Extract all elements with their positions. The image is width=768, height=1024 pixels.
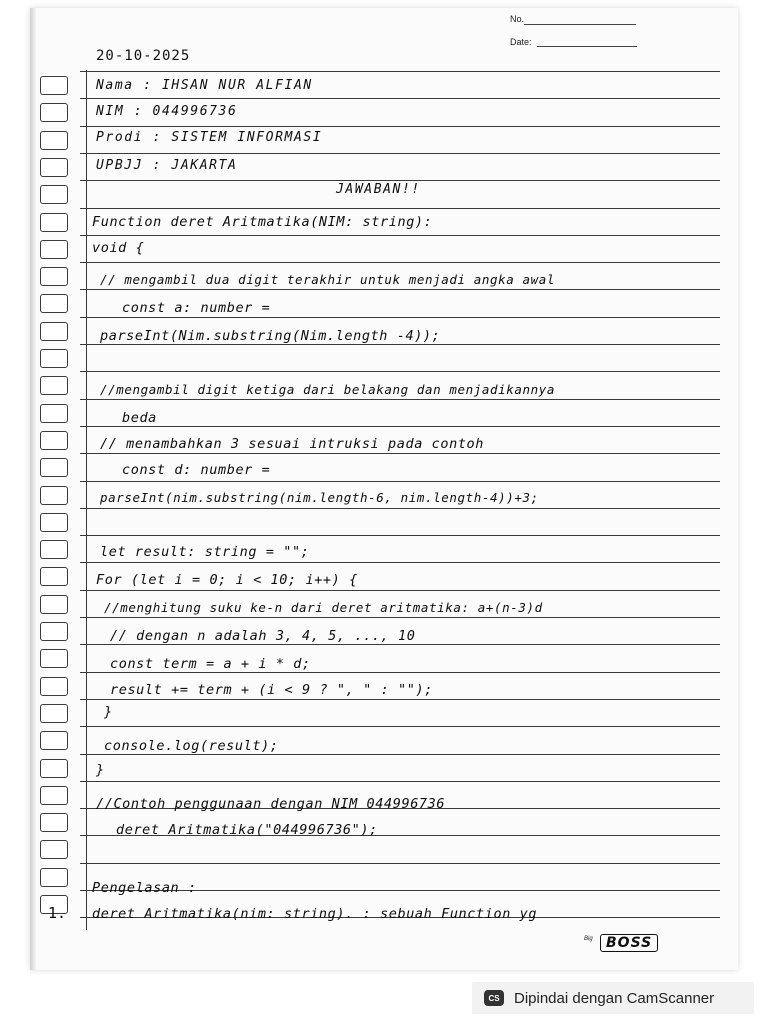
no-line xyxy=(524,24,636,25)
code-comment: //mengambil digit ketiga dari belakang dan menjadikannya xyxy=(100,382,556,397)
ruled-line xyxy=(80,235,720,236)
ruled-line xyxy=(80,371,720,372)
margin-checkbox xyxy=(40,677,68,696)
code-line: let result: string = ""; xyxy=(100,544,310,560)
explanation-heading: Pengelasan : xyxy=(92,880,197,896)
code-line: console.log(result); xyxy=(104,738,279,754)
ruled-line xyxy=(80,317,720,318)
margin-checkbox xyxy=(40,868,68,887)
ruled-line xyxy=(80,672,720,673)
margin-checkbox xyxy=(40,704,68,723)
margin-checkbox xyxy=(40,376,68,395)
margin-checkbox xyxy=(40,404,68,423)
code-line: const a: number = xyxy=(122,300,271,316)
code-comment: //Contoh penggunaan dengan NIM 044996736 xyxy=(96,796,446,812)
handwritten-date: 20-10-2025 xyxy=(96,48,191,64)
ruled-line xyxy=(80,153,720,154)
explanation-item: deret Aritmatika(nim: string). : sebuah Function yg xyxy=(92,906,538,922)
ruled-line xyxy=(80,590,720,591)
answer-heading: JAWABAN!! xyxy=(336,182,421,197)
ruled-line xyxy=(80,71,720,72)
ruled-line xyxy=(80,508,720,509)
code-line: result += term + (i < 9 ? ", " : ""); xyxy=(110,682,433,698)
ruled-line xyxy=(80,289,720,290)
ruled-line xyxy=(80,426,720,427)
code-line: parseInt(Nim.substring(Nim.length -4)); xyxy=(100,328,441,344)
margin-checkbox xyxy=(40,786,68,805)
watermark-text: Dipindai dengan CamScanner xyxy=(514,989,715,1007)
margin-checkbox xyxy=(40,103,68,122)
code-comment: //menghitung suku ke-n dari deret aritmatika: a+(n-3)d xyxy=(104,600,543,615)
nama-text: Nama : IHSAN NUR ALFIAN xyxy=(96,78,313,93)
margin-checkbox xyxy=(40,759,68,778)
ruled-line xyxy=(80,180,720,181)
code-line: parseInt(nim.substring(nim.length-6, nim.length-4))+3; xyxy=(100,490,539,505)
code-line: } xyxy=(96,762,105,778)
list-number: 1. xyxy=(48,904,67,922)
scanner-watermark xyxy=(472,982,754,1014)
margin-checkbox xyxy=(40,185,68,204)
margin-checkbox xyxy=(40,622,68,641)
ruled-line xyxy=(80,262,720,263)
date-line xyxy=(537,46,637,47)
ruled-line xyxy=(80,453,720,454)
identity-nama xyxy=(96,78,313,93)
ruled-line xyxy=(80,644,720,645)
ruled-line xyxy=(80,344,720,345)
margin-checkbox xyxy=(40,240,68,259)
ruled-line xyxy=(80,781,720,782)
identity-prodi: Prodi : SISTEM INFORMASI xyxy=(96,130,323,145)
margin-checkbox xyxy=(40,458,68,477)
margin-checkbox xyxy=(40,294,68,313)
margin-checkbox xyxy=(40,349,68,368)
margin-checkbox xyxy=(40,431,68,450)
ruled-line xyxy=(80,208,720,209)
page-binding-edge xyxy=(30,8,36,970)
ruled-line xyxy=(80,699,720,700)
brand-logo: BOSS xyxy=(600,934,658,952)
ruled-line xyxy=(80,535,720,536)
margin-checkbox xyxy=(40,213,68,232)
margin-checkbox xyxy=(40,540,68,559)
no-label: No. xyxy=(510,14,525,24)
ruled-line xyxy=(80,726,720,727)
code-line: } xyxy=(104,704,113,720)
margin-checkbox xyxy=(40,731,68,750)
ruled-line xyxy=(80,562,720,563)
margin-rule xyxy=(86,70,87,930)
ruled-line xyxy=(80,863,720,864)
margin-checkbox xyxy=(40,76,68,95)
margin-checkbox xyxy=(40,486,68,505)
ruled-line xyxy=(80,754,720,755)
margin-checkbox xyxy=(40,158,68,177)
code-comment: // mengambil dua digit terakhir untuk menjadi angka awal xyxy=(100,272,556,287)
code-comment: // menambahkan 3 sesuai intruksi pada contoh xyxy=(100,436,485,452)
identity-upbjj: UPBJJ : JAKARTA xyxy=(96,158,238,173)
margin-checkbox xyxy=(40,595,68,614)
margin-checkbox xyxy=(40,131,68,150)
brand-prefix: Big xyxy=(584,936,593,942)
ruled-line xyxy=(80,98,720,99)
ruled-line xyxy=(80,617,720,618)
code-line: deret Aritmatika("044996736"); xyxy=(116,822,378,838)
margin-checkbox xyxy=(40,649,68,668)
margin-checkbox xyxy=(40,840,68,859)
ruled-line xyxy=(80,481,720,482)
date-label: Date: xyxy=(510,37,532,47)
code-comment: beda xyxy=(122,410,157,426)
code-line: Function deret Aritmatika(NIM: string): xyxy=(92,214,433,230)
camscanner-icon: CS xyxy=(484,990,504,1006)
code-line: For (let i = 0; i < 10; i++) { xyxy=(96,572,358,588)
ruled-line xyxy=(80,399,720,400)
code-line: void { xyxy=(92,240,145,256)
margin-checkbox xyxy=(40,813,68,832)
code-comment: // dengan n adalah 3, 4, 5, ..., 10 xyxy=(110,628,416,644)
margin-checkbox xyxy=(40,322,68,341)
margin-checkbox xyxy=(40,513,68,532)
margin-checkbox xyxy=(40,567,68,586)
ruled-line xyxy=(80,126,720,127)
identity-nim: NIM : 044996736 xyxy=(96,104,238,119)
margin-checkbox xyxy=(40,267,68,286)
code-line: const term = a + i * d; xyxy=(110,656,311,672)
code-line: const d: number = xyxy=(122,462,271,478)
